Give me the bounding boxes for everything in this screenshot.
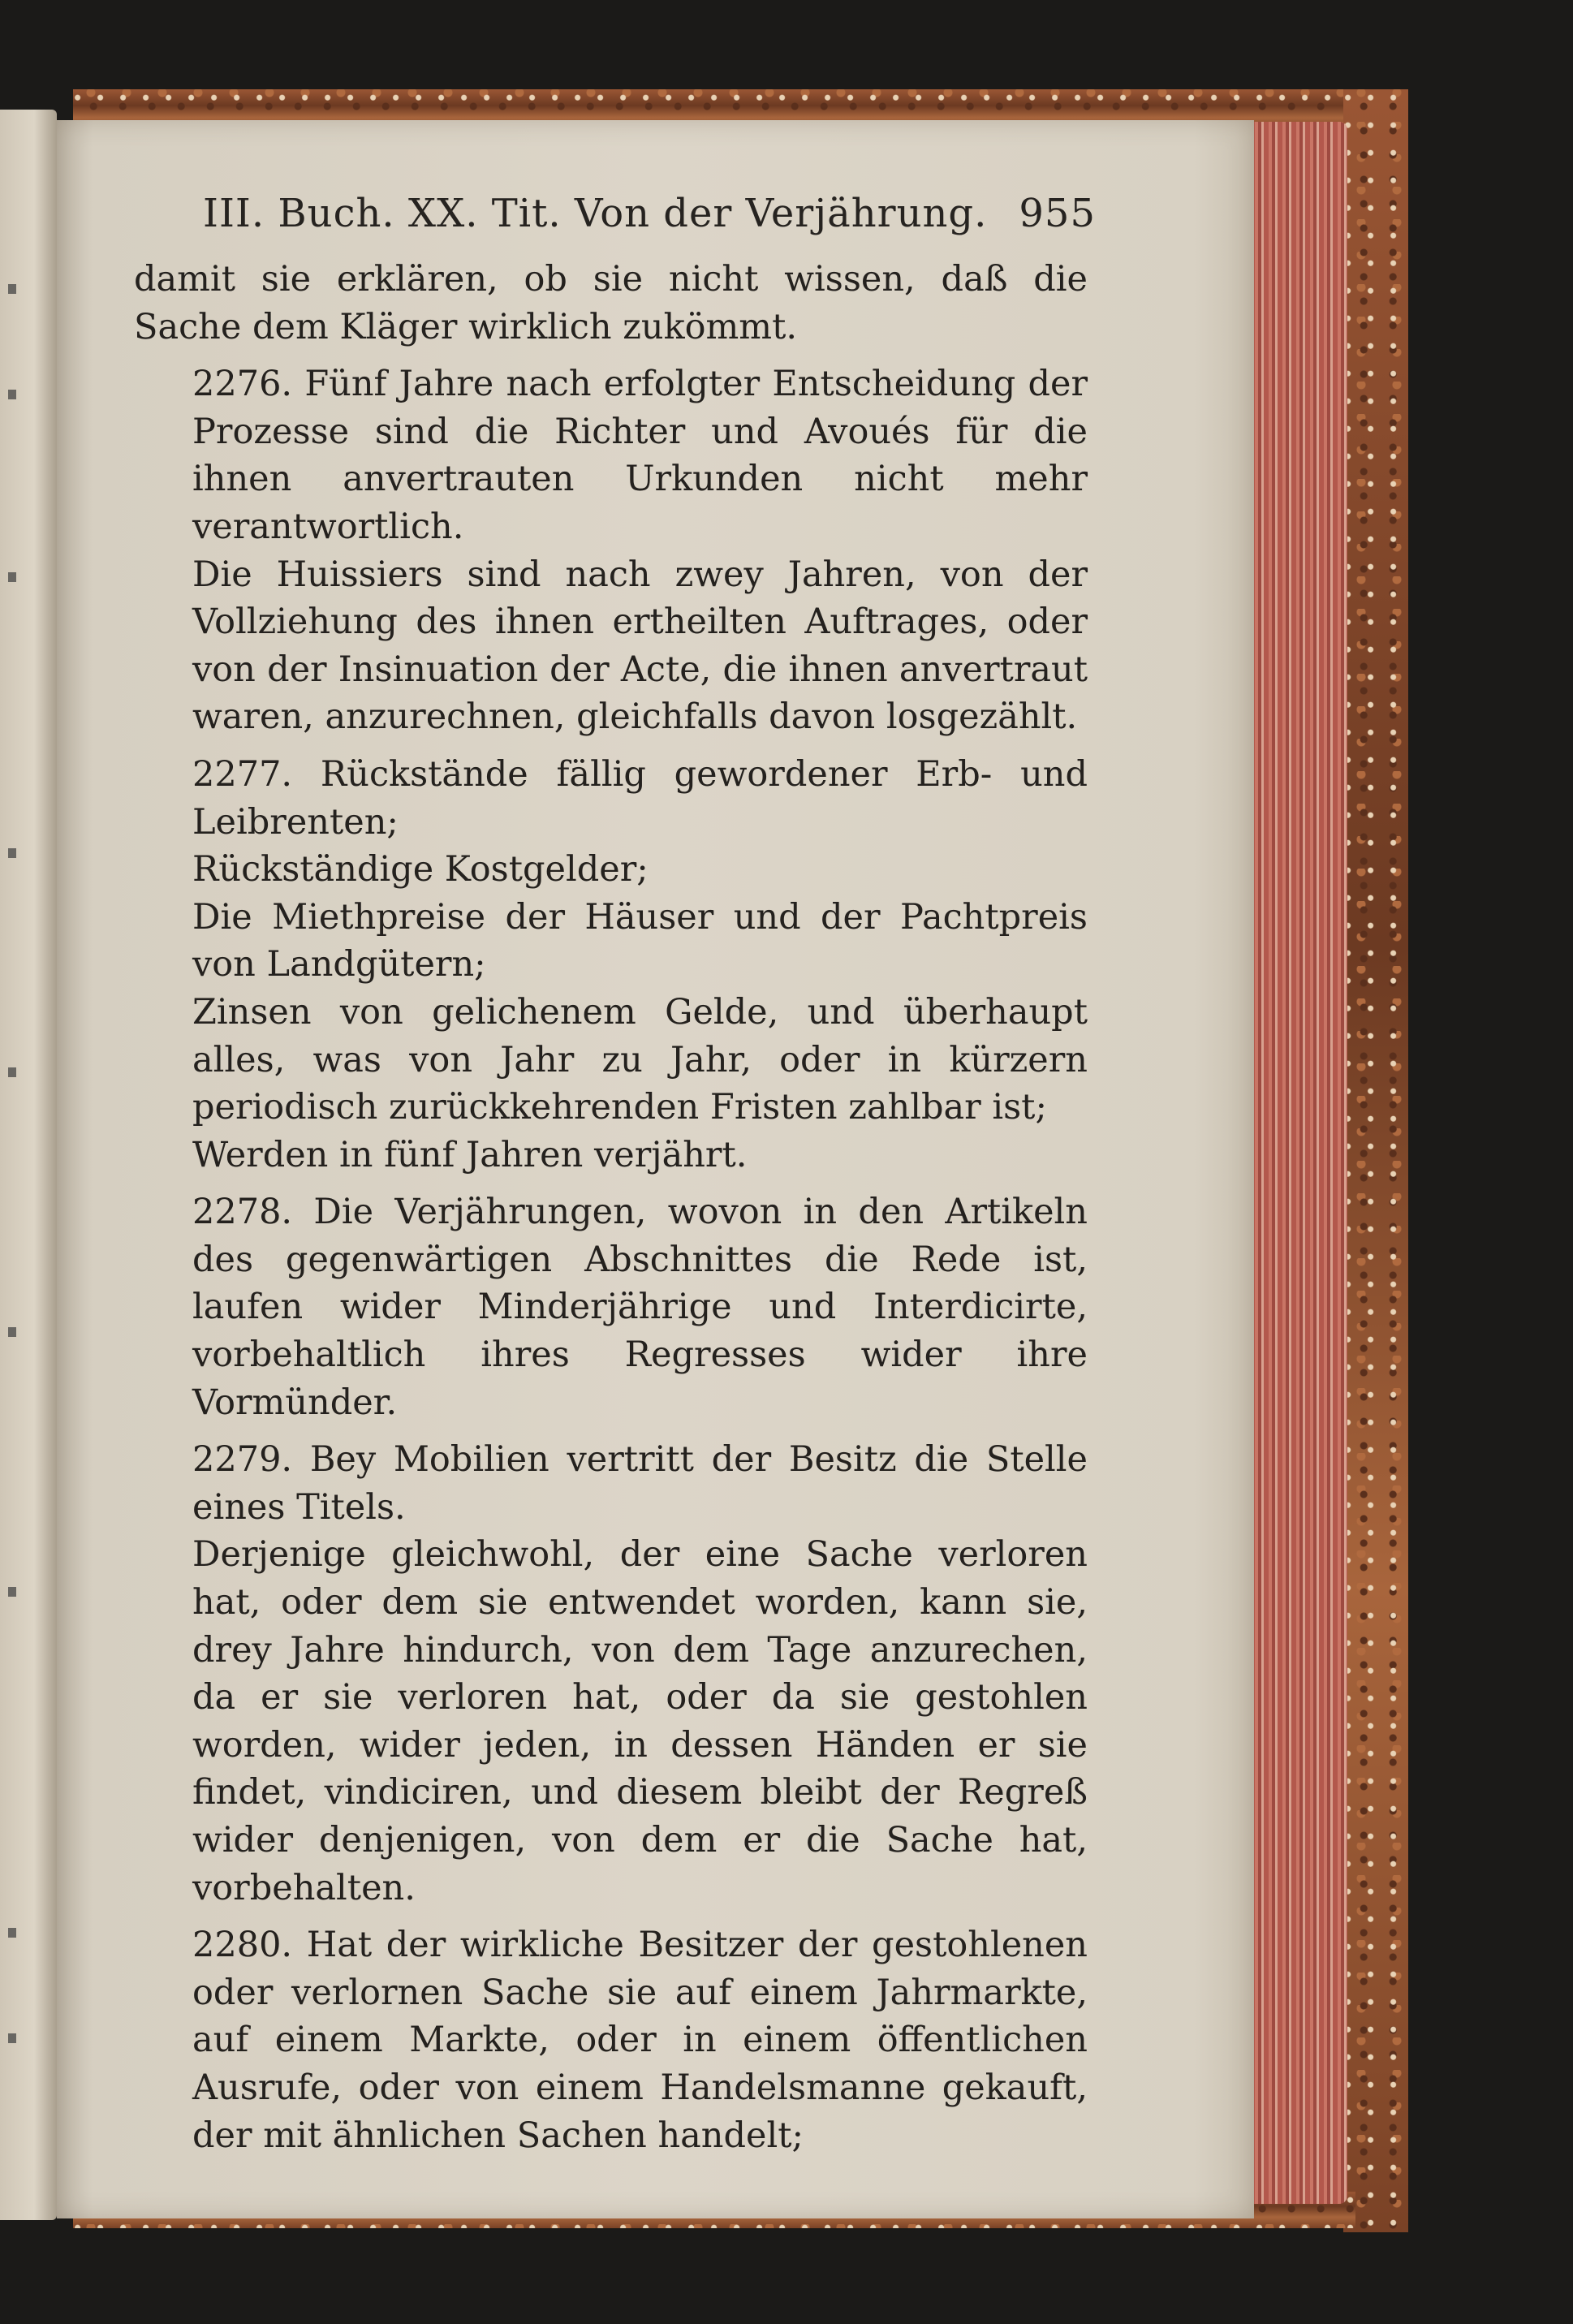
page-number: 955 — [1019, 191, 1096, 236]
paragraph: damit sie erklären, ob sie nicht wissen, daß die Sache dem Kläger wirklich zukömmt. — [134, 259, 1088, 347]
paragraph: Die Miethpreise der Häuser und der Pachtpreis von Landgütern; — [192, 896, 1088, 985]
paragraph: Die Huissiers sind nach zwey Jahren, von der Vollziehung des ihnen ertheilten Auftrages, oder von der Insinuation der Acte, die ihnen anvertraut waren, anzurechnen, gleichfalls davon losgezählt. — [192, 554, 1088, 738]
adjacent-page-mark — [8, 572, 16, 582]
adjacent-page-edge — [0, 110, 57, 2220]
adjacent-page-mark — [8, 390, 16, 399]
paragraph: Derjenige gleichwohl, der eine Sache verloren hat, oder dem sie entwendet worden, kann sie, drey Jahre hindurch, von dem Tage anzurechen, da er sie verloren hat, oder da sie gestohlen worden, wider jeden, in dessen Händen er sie findet, vindiciren, und diesem bleibt der Regreß wider denjenigen, von dem er die Sache hat, vorbehalten. — [192, 1534, 1088, 1908]
marbled-cover-right — [1343, 89, 1408, 2232]
adjacent-page-mark — [8, 284, 16, 294]
paragraph: Werden in fünf Jahren verjährt. — [192, 1134, 748, 1175]
running-title: III. Buch. XX. Tit. Von der Verjährung. — [203, 191, 988, 236]
paragraph: Rückständige Kostgelder; — [192, 849, 649, 890]
adjacent-page-mark — [8, 1928, 16, 1938]
running-header — [203, 191, 1096, 239]
adjacent-page-mark — [8, 2033, 16, 2043]
adjacent-page-mark — [8, 1587, 16, 1597]
paragraph: 2278. Die Verjährungen, wovon in den Artikeln des gegenwärtigen Abschnittes die Rede ist, laufen wider Minderjährige und Interdicirte, vorbehaltlich ihres Regresses wider ihre Vormünder. — [192, 1192, 1088, 1423]
paragraph: Zinsen von gelichenem Gelde, und überhaupt alles, was von Jahr zu Jahr, oder in kürzern periodisch zurückkehrenden Fristen zahlbar ist; — [192, 991, 1088, 1128]
adjacent-page-mark — [8, 848, 16, 858]
paragraph: 2276. Fünf Jahre nach erfolgter Entscheidung der Prozesse sind die Richter und Avoués für die ihnen anvertrauten Urkunden nicht mehr verantwortlich. — [192, 364, 1088, 547]
paragraph: 2280. Hat der wirkliche Besitzer der gestohlenen oder verlornen Sache sie auf einem Jahrmarkte, auf einem Markte, oder in einem öffentlichen Ausrufe, oder von einem Handelsmanne gekauft, der mit ähnlichen Sachen handelt; — [192, 1925, 1088, 2156]
adjacent-page-mark — [8, 1067, 16, 1077]
page-edges — [1250, 122, 1347, 2204]
adjacent-page-mark — [8, 1327, 16, 1337]
paragraph: 2279. Bey Mobilien vertritt der Besitz die Stelle eines Titels. — [192, 1439, 1088, 1528]
body-text — [134, 256, 1088, 2159]
paragraph: 2277. Rückstände fällig gewordener Erb- und Leibrenten; — [192, 753, 1088, 843]
